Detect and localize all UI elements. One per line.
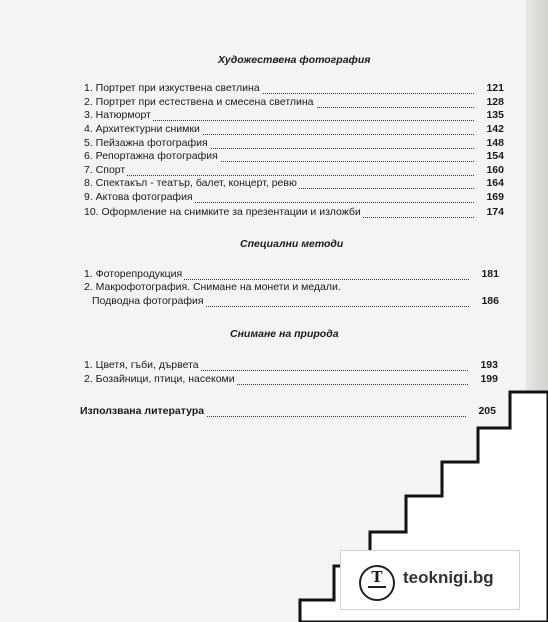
toc-entry: 3. Натюрморт 135 (84, 109, 504, 121)
section-title-nature: Снимане на природа (230, 328, 339, 340)
brand-name: teoknigi.bg (403, 568, 494, 587)
toc-entry: 5. Пейзажна фотография 148 (84, 137, 504, 149)
toc-entry: 2. Бозайници, птици, насекоми 199 (84, 373, 498, 385)
toc-entry: 1. Фоторепродукция 181 (84, 268, 499, 280)
section-title-artistic: Художествена фотография (218, 54, 371, 66)
toc-entry-continuation: Подводна фотография 186 (92, 295, 499, 307)
toc-entry: 8. Спектакъл - театър, балет, концерт, ревю 164 (84, 177, 504, 189)
toc-entry: 7. Спорт 160 (84, 164, 504, 176)
toc-entry: 1. Цветя, гъби, дървета 193 (84, 359, 498, 371)
toc-entry: 6. Репортажна фотография 154 (84, 150, 504, 162)
toc-entry: 9. Актова фотография 169 (84, 191, 504, 203)
section-title-special-methods: Специални методи (240, 238, 344, 250)
book-t-logo-icon: T (359, 565, 395, 601)
toc-entry: 10. Оформление на снимките за презентации и изложби 174 (84, 206, 504, 218)
toc-entry: 1. Портрет при изкуствена светлина 121 (84, 82, 504, 94)
toc-entry: 2. Макрофотография. Снимане на монети и медали. (84, 281, 341, 293)
watermark-logo (340, 550, 520, 610)
toc-entry-bibliography: Използвана литература 205 (80, 405, 496, 417)
toc-entry: 2. Портрет при естествена и смесена светлина 128 (84, 96, 504, 108)
toc-entry: 4. Архитектурни снимки 142 (84, 123, 504, 135)
